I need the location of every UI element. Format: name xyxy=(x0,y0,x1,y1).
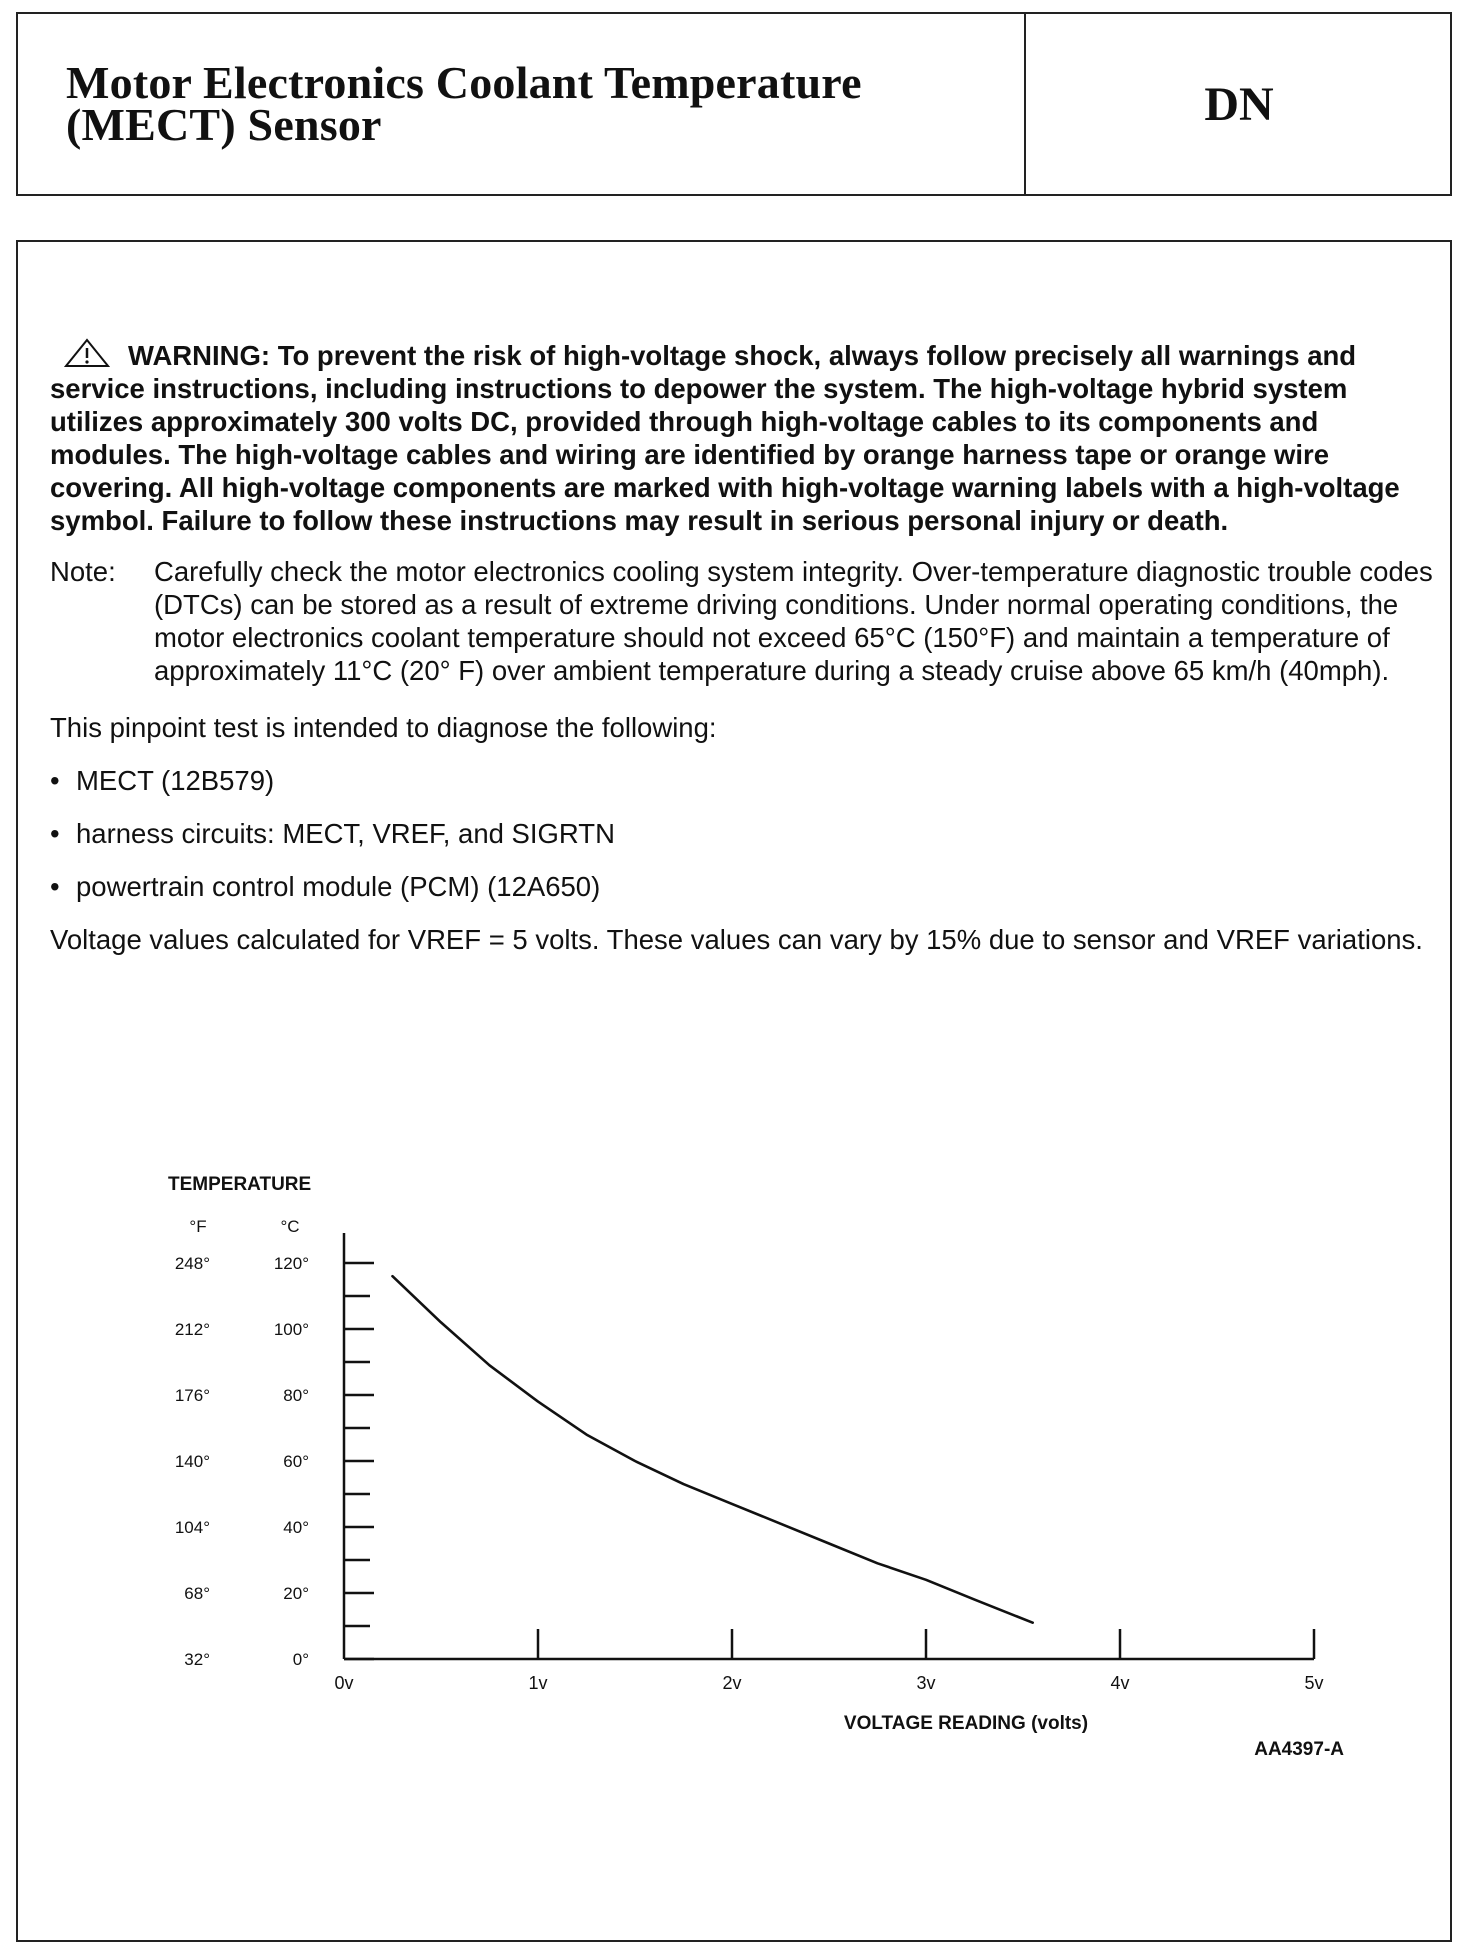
series-line xyxy=(393,1276,1033,1623)
list-item-text: powertrain control module (PCM) (12A650) xyxy=(76,871,601,902)
x-tick-label: 4v xyxy=(1110,1673,1130,1693)
x-tick-label: 1v xyxy=(528,1673,548,1693)
x-tick-label: 0v xyxy=(334,1673,354,1693)
y-axis-unit-c: °C xyxy=(280,1217,300,1236)
chart-title: TEMPERATURE xyxy=(168,1174,312,1195)
y-tick-label-f: 248° xyxy=(174,1254,210,1273)
list-item: • powertrain control module (PCM) (12A650) xyxy=(50,871,601,902)
content-box xyxy=(16,240,1452,1942)
warning-text: To prevent the risk of high-voltage shock, always follow precisely all warnings and service instructions, including instructions to depower the system. The high-voltage hybrid system utilizes approximately 300 volts DC, provided through high-voltage cables to its components and modules. The high-voltage cables and wiring are identified by orange harness tape or orange wire covering. All high-voltage components are marked with high-voltage warning labels with a high-voltage symbol. Failure to follow these instructions may result in serious personal injury or death. xyxy=(50,340,1400,536)
y-axis-unit-f: °F xyxy=(189,1217,207,1236)
list-item-text: harness circuits: MECT, VREF, and SIGRTN xyxy=(76,818,615,849)
y-tick-label-c: 0° xyxy=(292,1650,309,1669)
voltage-note: Voltage values calculated for VREF = 5 volts. These values can vary by 15% due to sensor and VREF variations. xyxy=(50,924,1423,955)
page-title-line-2: (MECT) Sensor xyxy=(66,99,382,150)
y-tick-label-c: 40° xyxy=(283,1518,309,1537)
header-box xyxy=(16,12,1452,196)
x-tick-label: 5v xyxy=(1304,1673,1324,1693)
y-tick-label-f: 68° xyxy=(184,1584,210,1603)
y-tick-label-f: 212° xyxy=(174,1320,210,1339)
x-axis-label: VOLTAGE READING (volts) xyxy=(843,1713,1089,1734)
y-tick-label-f: 140° xyxy=(174,1452,210,1471)
list-item: • MECT (12B579) xyxy=(50,765,275,796)
section-code: DN xyxy=(1204,77,1274,131)
y-tick-label-f: 104° xyxy=(174,1518,210,1537)
list-item-text: MECT (12B579) xyxy=(76,765,275,796)
page-title-line-1: Motor Electronics Coolant Temperature xyxy=(66,57,862,108)
y-tick-label-c: 80° xyxy=(283,1386,309,1405)
y-tick-label-c: 120° xyxy=(273,1254,309,1273)
x-tick-label: 3v xyxy=(916,1673,936,1693)
note-text: Carefully check the motor electronics cooling system integrity. Over-temperature diagnostic trouble codes (DTCs) can be stored as a result of extreme driving conditions. Under normal operating conditions, the motor electronics coolant temperature should not exceed 65°C (150°F) and maintain a temperature of approximately 11°C (20° F) over ambient temperature during a steady cruise above 65 km/h (40mph). xyxy=(154,556,1433,686)
list-item: • harness circuits: MECT, VREF, and SIGRTN xyxy=(50,818,615,849)
x-tick-label: 2v xyxy=(722,1673,742,1693)
note-label: Note: xyxy=(50,556,116,587)
y-tick-label-f: 32° xyxy=(184,1650,210,1669)
y-tick-label-c: 100° xyxy=(273,1320,309,1339)
page-title xyxy=(66,57,1006,150)
y-tick-label-c: 20° xyxy=(283,1584,309,1603)
warning-label: WARNING: xyxy=(128,340,271,371)
temperature-voltage-chart xyxy=(18,242,1454,1944)
y-tick-label-c: 60° xyxy=(283,1452,309,1471)
figure-id: AA4397-A xyxy=(1254,1739,1344,1760)
intro-text: This pinpoint test is intended to diagnose the following: xyxy=(50,712,717,743)
y-tick-label-f: 176° xyxy=(174,1386,210,1405)
